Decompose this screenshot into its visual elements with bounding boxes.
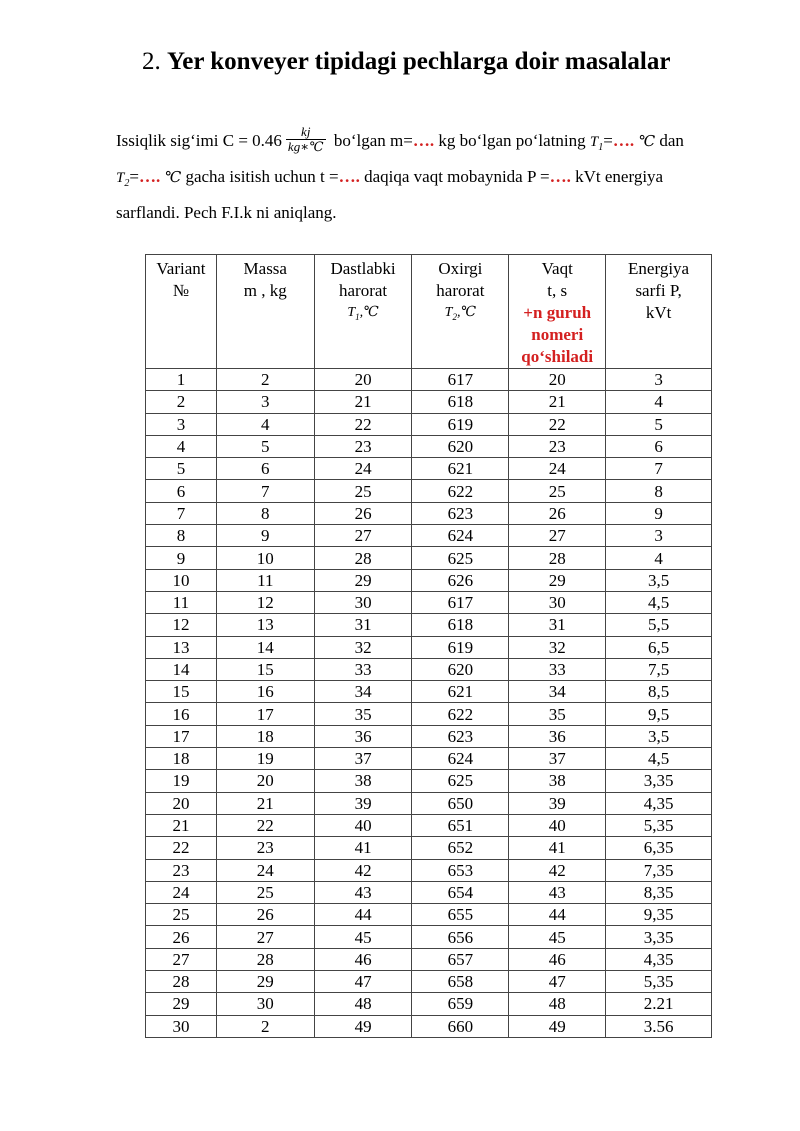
table-cell: 9	[606, 502, 712, 524]
t2-symbol: $T_2$	[116, 170, 130, 189]
table-cell: 19	[216, 748, 314, 770]
table-cell: 21	[509, 391, 606, 413]
table-row	[146, 569, 712, 591]
table-cell: 6	[216, 458, 314, 480]
table-cell: 625	[412, 547, 509, 569]
table-cell: 622	[412, 703, 509, 725]
table-cell: 30	[314, 591, 412, 613]
table-cell: 625	[412, 770, 509, 792]
table-cell: 4	[606, 547, 712, 569]
table-cell: 32	[509, 636, 606, 658]
table-row	[146, 658, 712, 680]
title-text: Yer konveyer tipidagi pechlarga doir masalalar	[167, 48, 671, 75]
problem-text: kVt energiya sarflandi. Pech F.I.k ni aniqlang.	[116, 167, 664, 222]
table-cell: 12	[216, 591, 314, 613]
table-cell: 15	[146, 681, 217, 703]
table-cell: 654	[412, 881, 509, 903]
blank-mass: ….	[412, 131, 435, 150]
table-row	[146, 837, 712, 859]
table-cell: 3.56	[606, 1015, 712, 1037]
table-cell: 650	[412, 792, 509, 814]
table-cell: 30	[509, 591, 606, 613]
table-cell: 8	[146, 525, 217, 547]
table-cell: 7	[146, 502, 217, 524]
table-cell: 618	[412, 391, 509, 413]
table-cell: 23	[509, 435, 606, 457]
table-cell: 32	[314, 636, 412, 658]
table-cell: 619	[412, 636, 509, 658]
table-row	[146, 681, 712, 703]
table-cell: 7	[216, 480, 314, 502]
table-cell: 49	[509, 1015, 606, 1037]
table-cell: 618	[412, 614, 509, 636]
table-cell: 619	[412, 413, 509, 435]
table-row	[146, 859, 712, 881]
table-cell: 48	[509, 993, 606, 1015]
table-cell: 9	[216, 525, 314, 547]
table-row	[146, 993, 712, 1015]
table-cell: 24	[216, 859, 314, 881]
table-cell: 617	[412, 369, 509, 391]
table-cell: 42	[314, 859, 412, 881]
table-cell: 28	[314, 547, 412, 569]
table-row	[146, 1015, 712, 1037]
table-cell: 39	[509, 792, 606, 814]
table-cell: 6,35	[606, 837, 712, 859]
table-cell: 3	[146, 413, 217, 435]
table-cell: 20	[216, 770, 314, 792]
header-vaqt: Vaqt t, s +n guruh nomeri qo‘shiladi	[509, 255, 606, 369]
table-cell: 21	[216, 792, 314, 814]
problem-text: gacha isitish uchun t =	[185, 167, 339, 186]
table-cell: 4,35	[606, 948, 712, 970]
table-cell: 40	[314, 814, 412, 836]
table-cell: 14	[146, 658, 217, 680]
unit-fraction	[286, 125, 326, 154]
table-row	[146, 971, 712, 993]
table-cell: 2	[216, 369, 314, 391]
table-cell: 2.21	[606, 993, 712, 1015]
table-cell: 6,5	[606, 636, 712, 658]
table-cell: 27	[146, 948, 217, 970]
table-cell: 3,35	[606, 770, 712, 792]
table-row	[146, 881, 712, 903]
table-cell: 22	[146, 837, 217, 859]
table-cell: 4,5	[606, 748, 712, 770]
table-cell: 38	[509, 770, 606, 792]
table-row	[146, 591, 712, 613]
table-cell: 23	[216, 837, 314, 859]
table-cell: 41	[509, 837, 606, 859]
table-cell: 3	[606, 525, 712, 547]
table-cell: 39	[314, 792, 412, 814]
table-row	[146, 480, 712, 502]
blank-t1: ….	[612, 131, 635, 150]
table-cell: 26	[314, 502, 412, 524]
table-row	[146, 636, 712, 658]
table-cell: 5	[146, 458, 217, 480]
table-row	[146, 435, 712, 457]
table-row	[146, 948, 712, 970]
table-row	[146, 547, 712, 569]
table-cell: 11	[216, 569, 314, 591]
table-row	[146, 703, 712, 725]
table-row	[146, 926, 712, 948]
table-cell: 8	[216, 502, 314, 524]
table-cell: 19	[146, 770, 217, 792]
table-cell: 5	[216, 435, 314, 457]
table-cell: 46	[314, 948, 412, 970]
table-cell: 3	[606, 369, 712, 391]
table-row	[146, 770, 712, 792]
table-cell: 35	[509, 703, 606, 725]
table-cell: 4,35	[606, 792, 712, 814]
table-cell: 29	[509, 569, 606, 591]
table-row	[146, 525, 712, 547]
table-cell: 40	[509, 814, 606, 836]
table-cell: 43	[509, 881, 606, 903]
table-cell: 652	[412, 837, 509, 859]
table-cell: 7	[606, 458, 712, 480]
table-cell: 620	[412, 435, 509, 457]
table-cell: 42	[509, 859, 606, 881]
problem-text: =	[129, 167, 139, 186]
table-cell: 6	[146, 480, 217, 502]
table-cell: 31	[509, 614, 606, 636]
table-cell: 29	[314, 569, 412, 591]
table-cell: 6	[606, 435, 712, 457]
table-cell: 651	[412, 814, 509, 836]
table-cell: 33	[509, 658, 606, 680]
degree-unit: ℃	[638, 134, 656, 150]
table-cell: 2	[146, 391, 217, 413]
table-row	[146, 502, 712, 524]
table-row	[146, 413, 712, 435]
table-cell: 21	[146, 814, 217, 836]
table-cell: 8,35	[606, 881, 712, 903]
fraction-numerator: kj	[286, 125, 326, 140]
header-energiya: Energiya sarfi P, kVt	[606, 255, 712, 369]
table-cell: 23	[146, 859, 217, 881]
table-cell: 31	[314, 614, 412, 636]
problem-text: kg bo‘lgan po‘latning	[438, 131, 586, 150]
table-cell: 41	[314, 837, 412, 859]
table-cell: 22	[216, 814, 314, 836]
table-cell: 7,5	[606, 658, 712, 680]
problem-statement	[116, 123, 716, 227]
table-cell: 33	[314, 658, 412, 680]
table-cell: 5,5	[606, 614, 712, 636]
table-cell: 24	[146, 881, 217, 903]
table-cell: 34	[314, 681, 412, 703]
table-cell: 653	[412, 859, 509, 881]
table-cell: 655	[412, 904, 509, 926]
table-cell: 43	[314, 881, 412, 903]
table-cell: 8,5	[606, 681, 712, 703]
table-cell: 45	[314, 926, 412, 948]
table-cell: 620	[412, 658, 509, 680]
table-cell: 17	[146, 725, 217, 747]
table-cell: 621	[412, 681, 509, 703]
table-cell: 16	[216, 681, 314, 703]
problem-text: bo‘lgan m=	[333, 131, 413, 150]
problem-text: daqiqa vaqt mobaynida P =	[364, 167, 550, 186]
table-cell: 4	[606, 391, 712, 413]
table-cell: 26	[509, 502, 606, 524]
table-cell: 9,5	[606, 703, 712, 725]
table-cell: 48	[314, 993, 412, 1015]
table-cell: 18	[216, 725, 314, 747]
table-cell: 3	[216, 391, 314, 413]
table-cell: 16	[146, 703, 217, 725]
table-row	[146, 458, 712, 480]
table-cell: 617	[412, 591, 509, 613]
table-cell: 13	[146, 636, 217, 658]
table-cell: 28	[216, 948, 314, 970]
table-cell: 9,35	[606, 904, 712, 926]
blank-power: ….	[549, 167, 571, 186]
table-row	[146, 391, 712, 413]
table-cell: 44	[509, 904, 606, 926]
table-cell: 657	[412, 948, 509, 970]
table-cell: 4	[146, 435, 217, 457]
table-cell: 44	[314, 904, 412, 926]
table-cell: 36	[314, 725, 412, 747]
table-cell: 25	[146, 904, 217, 926]
table-row	[146, 725, 712, 747]
table-cell: 623	[412, 725, 509, 747]
table-cell: 22	[509, 413, 606, 435]
table-cell: 656	[412, 926, 509, 948]
table-cell: 20	[509, 369, 606, 391]
page-title	[142, 48, 762, 76]
table-cell: 3,5	[606, 569, 712, 591]
table-cell: 624	[412, 525, 509, 547]
title-number: 2.	[142, 48, 161, 75]
table-cell: 20	[314, 369, 412, 391]
table-cell: 623	[412, 502, 509, 524]
table-cell: 12	[146, 614, 217, 636]
table-cell: 3,35	[606, 926, 712, 948]
table-cell: 49	[314, 1015, 412, 1037]
table-cell: 38	[314, 770, 412, 792]
variants-table	[145, 254, 712, 1038]
table-cell: 10	[216, 547, 314, 569]
table-cell: 25	[509, 480, 606, 502]
table-cell: 13	[216, 614, 314, 636]
table-cell: 29	[146, 993, 217, 1015]
table-cell: 17	[216, 703, 314, 725]
table-cell: 1	[146, 369, 217, 391]
table-cell: 22	[314, 413, 412, 435]
table-cell: 2	[216, 1015, 314, 1037]
table-cell: 624	[412, 748, 509, 770]
table-row	[146, 814, 712, 836]
table-cell: 626	[412, 569, 509, 591]
table-row	[146, 748, 712, 770]
table-cell: 28	[509, 547, 606, 569]
table-cell: 27	[314, 525, 412, 547]
problem-text: =	[603, 131, 613, 150]
table-cell: 30	[216, 993, 314, 1015]
table-cell: 29	[216, 971, 314, 993]
table-cell: 5	[606, 413, 712, 435]
problem-text: dan	[659, 131, 684, 150]
table-cell: 27	[509, 525, 606, 547]
table-cell: 7,35	[606, 859, 712, 881]
table-cell: 5,35	[606, 971, 712, 993]
table-cell: 14	[216, 636, 314, 658]
table-cell: 37	[314, 748, 412, 770]
table-cell: 34	[509, 681, 606, 703]
blank-t2: ….	[138, 167, 161, 186]
table-cell: 4,5	[606, 591, 712, 613]
t1-symbol: $T_1$	[589, 134, 604, 153]
table-cell: 25	[216, 881, 314, 903]
table-header-row	[146, 255, 712, 369]
table-row	[146, 792, 712, 814]
table-cell: 8	[606, 480, 712, 502]
table-cell: 37	[509, 748, 606, 770]
table-row	[146, 369, 712, 391]
table-cell: 45	[509, 926, 606, 948]
table-cell: 35	[314, 703, 412, 725]
table-cell: 660	[412, 1015, 509, 1037]
header-variant: Variant №	[146, 255, 217, 369]
table-cell: 47	[314, 971, 412, 993]
table-cell: 622	[412, 480, 509, 502]
table-cell: 5,35	[606, 814, 712, 836]
table-row	[146, 904, 712, 926]
table-cell: 15	[216, 658, 314, 680]
table-cell: 26	[216, 904, 314, 926]
table-cell: 30	[146, 1015, 217, 1037]
problem-text: Issiqlik sig‘imi C = 0.46	[116, 131, 282, 150]
table-cell: 46	[509, 948, 606, 970]
table-cell: 24	[314, 458, 412, 480]
table-cell: 18	[146, 748, 217, 770]
table-cell: 27	[216, 926, 314, 948]
table-cell: 21	[314, 391, 412, 413]
header-dastlabki-harorat: Dastlabki harorat $T_1,℃$	[314, 255, 412, 369]
table-row	[146, 614, 712, 636]
table-cell: 3,5	[606, 725, 712, 747]
table-cell: 4	[216, 413, 314, 435]
table-cell: 24	[509, 458, 606, 480]
table-cell: 36	[509, 725, 606, 747]
fraction-denominator: kg∗℃	[287, 138, 324, 154]
table-cell: 28	[146, 971, 217, 993]
table-cell: 11	[146, 591, 217, 613]
table-cell: 25	[314, 480, 412, 502]
table-cell: 10	[146, 569, 217, 591]
header-massa: Massa m , kg	[216, 255, 314, 369]
table-cell: 47	[509, 971, 606, 993]
table-cell: 26	[146, 926, 217, 948]
table-cell: 621	[412, 458, 509, 480]
table-cell: 659	[412, 993, 509, 1015]
table-cell: 9	[146, 547, 217, 569]
degree-unit: ℃	[164, 170, 182, 186]
blank-time: ….	[338, 167, 360, 186]
header-oxirgi-harorat: Oxirgi harorat $T_2,℃$	[412, 255, 509, 369]
table-cell: 658	[412, 971, 509, 993]
table-cell: 20	[146, 792, 217, 814]
table-cell: 23	[314, 435, 412, 457]
